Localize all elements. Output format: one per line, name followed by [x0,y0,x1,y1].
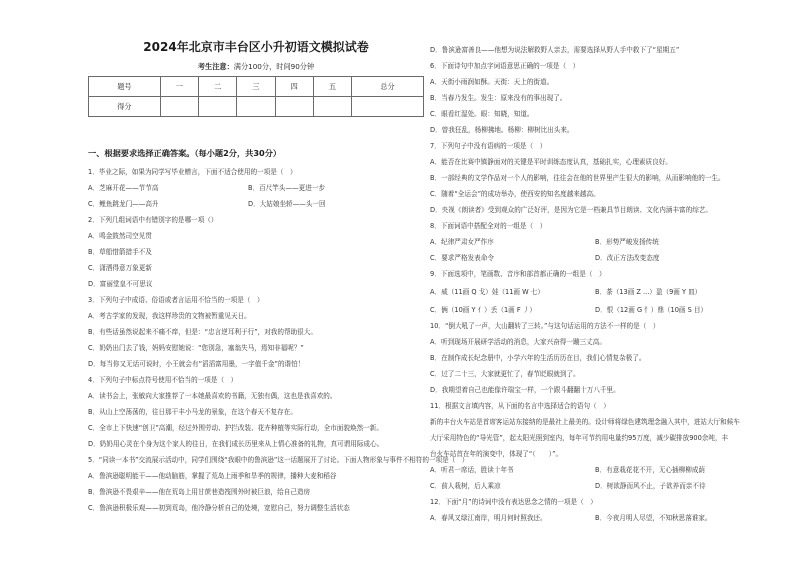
question-text-line: A．纪律严肃女严作序 [430,238,494,246]
notice-label: 考生注意： [197,62,234,71]
question-text-line: C．鲤鱼跳龙门——高升 [88,200,159,208]
question-text-line: A．鲁滨逊聪明能干——他动脑筋，掌握了荒岛上雨季和旱季的规律，播种大麦和稻谷 [88,472,337,480]
score-header-cell: 总分 [352,77,424,97]
question-text-line: B．从山上空荡荡的，往日那干丰小马龙的景象，在这个春天不复存在。 [88,408,297,416]
score-cell [275,97,313,117]
question-text-line: 2．下列几组词语中有错别字的是哪一项（） [88,216,218,224]
question-text-line: 8．下面词语中搭配全对的一组是（ ） [430,222,547,230]
exam-notice [88,62,424,72]
question-text-line: D．树欲静而风不止，子欲养而亲不待 [595,482,706,490]
question-text-line: C．潇洒得意万象更新 [88,264,152,272]
question-text-line: 大厅采用特色的“导光管”，起太阳光照到室内，每年可节约用电量约95万度，减少碳排放900余吨，丰 [430,434,729,442]
score-cell [199,97,237,117]
question-text-line: A．春风又绿江南岸，明月何时照我还。 [430,514,547,522]
question-text-line: 11．根据文言填内容，从下面的名言中选择适合的语句（ ） [430,402,610,410]
score-header-cell: 三 [237,77,275,97]
score-table-score-row [89,97,424,117]
question-text-line: C．奶奶出门去了钱，妈妈安慰她说：“您别急，塞翁失马，焉知非福呢？” [88,344,304,352]
question-text-line: B．鲁滨逊不畏艰辛——他在荒岛上用甘蔗巷造筏围外时被巨浪，给自己造房 [88,488,311,496]
score-table-header-row [89,77,424,97]
score-row-label: 得分 [89,97,161,117]
question-text-line: D．改正方法改变态度 [595,254,660,262]
question-text-line: A．听君一席话，胜读十年书 [430,466,514,474]
question-text-line: 5．“同读一本书”交流展示活动中，同学们围绕“我眼中的鲁滨逊”这一话题展开了讨论。下面人物形象与事件不相符的一项是（ ） [88,456,469,464]
question-text-line: 3．下列句子中成语、俗语或者言运用不恰当的一项是（ ） [88,296,264,304]
question-text-line: C．前人栽树，后人乘凉 [430,482,501,490]
question-text-line: D．央视《朗读者》受到观众的广泛好评，是因为它是一档兼具节目朗读、文化内涵丰富的综艺。 [430,206,713,214]
question-text-line: B．有些话虽然说起来不痛不痒，但是：“忠言逆耳利于行”，对我的帮助很大。 [88,328,317,336]
question-text-line: D．恨（12画 G 忄）鼎（10画 S 目） [595,306,708,314]
score-header-cell: 二 [199,77,237,97]
score-cell [352,97,424,117]
question-text-line: 10．“倒大吼了一声，大山翻转了三转。”与这句话运用的方法不一样的是（ ） [430,322,660,330]
page-title: 2024年北京市丰台区小升初语文模拟试卷 [143,40,369,54]
question-text-line: C．过了二十三，大家就更忙了，春节眨眼就到了。 [430,370,580,378]
question-text-line: A．威（11画 Q 戈）娃（11画 W 七） [430,288,544,296]
question-text-line: C．全市上下快速“创卫”高潮，经过外围劳动、护拦改装、花卉种植等实际行动，全市面貌焕然一新。 [88,424,383,432]
score-header-cell: 五 [313,77,351,97]
question-text-line: B．百尺竿头——更进一步 [248,184,326,192]
question-text-line: 12．下面“月”的诗词中没有表达思念之情的一项是（ ） [430,498,597,506]
question-text-line: 1．毕业之际，如果为同学写毕业赠言，下面不适合使用的一项是（ ） [88,168,297,176]
question-text-line: B．茶（13画 Z ...）盈（9画 Y 皿） [595,288,702,296]
question-text-line: A．听到现场开展研学活动的消息，大家兴奋得一蹦三丈高。 [430,338,606,346]
question-text-line: D．每当你又无话可说时，小王就会有“滔滔富用墨，一字值千金”的谐怕！ [88,360,305,368]
question-text-line: C．俩（10画 Y 亻）丢（1画 F 丿） [430,306,536,314]
question-text-line: 台火车站首在年的演变中，体现了“（ ）”。 [430,450,563,458]
right-column [430,0,794,562]
question-text-line: 9．下面选项中，笔画数、音序和部首都正确的一组是（ ） [430,270,606,278]
question-text-line: D．鲁滨逊富善良——他想为说法解救野人亲去，需要选择从野人手中救下了“星期五” [430,46,680,54]
question-text-line: C．鲁滨逊积极乐观——初到荒岛，他冷静分析自己的处境，宽慰自己，努力调整生活状态 [88,504,350,512]
question-text-line: 新的丰台火车站是首席客运站东接纳的是最社上最美的。设计师将绿色建筑理念融入其中，进站大厅和候车 [430,418,740,426]
question-text-line: B．有意栽花花不开，无心插柳柳成荫 [595,466,706,474]
question-text-line: D．大姑娘坐轿——头一回 [248,200,326,208]
question-text-line: A．芝麻开花——节节高 [88,184,159,192]
score-header-cell: 四 [275,77,313,97]
question-text-line: D．我期望着自己也能像许瑞宝一样，一个跟斗翻翻十万八千里。 [430,386,620,394]
question-text-line: 4．下列句子中标点符号使用不恰当的一项是（ ） [88,376,238,384]
score-cell [313,97,351,117]
question-text-line: D．奶奶用心灵在个身为这个家人的往日，在我们成长历里来从上情心准备的礼物，真可谓用际成心。 [88,440,384,448]
score-cell [237,97,275,117]
question-text-line: B．形势严峻发扬传统 [595,238,659,246]
question-text-line: C．随着“全运会”的成功举办，使西安的知名度越来越高。 [430,190,600,198]
question-text-line: D．富丽堂皇不可思议 [88,280,153,288]
question-text-line: B．今夜月明人尽望，不知秋思落谁家。 [595,514,712,522]
question-text-line: A．能否在比赛中镇静面对的关键是平时训练态度认真，基础扎实，心理素质良好。 [430,158,672,166]
score-header-cell: 题号 [89,77,161,97]
question-text-line: B．当春乃发生。发生：原来没有的事出现了。 [430,94,567,102]
question-text-line: 6．下面诗句中加点字词语意思正确的一项是（ ） [430,62,580,70]
notice-text: 满分100分，时间90分钟 [233,62,315,71]
question-text-line: 7．下列句子中没有语病的一项是（ ） [430,142,547,150]
question-text-line: A．天街小雨润如酥。天街：天上的街道。 [430,78,554,86]
question-text-line: B．一部经典的文学作品对一个人的影响，往往会在他的世界里产生很大的影响，从而影响他的一生。 [430,174,725,182]
score-table [88,76,424,117]
section-heading: 一、根据要求选择正确答案。（每小题2分，共30分） [88,148,282,158]
question-text-line: A．考古学家的发现，我这样珍贵的文物被暂重见天日。 [88,312,251,320]
question-text-line: A．读书会上，张敏向大家推荐了一本她最喜欢的书籍，无独有偶，这也是我喜欢的。 [88,392,337,400]
score-header-cell: 一 [160,77,198,97]
question-text-line: C．要求严格发表命令 [430,254,494,262]
question-text-line: C．眼看红湿处。眼：知晓，知道。 [430,110,534,118]
question-text-line: B．在制作成长纪念册中，小学六年的生活历历在目，我们心情复杂极了。 [430,354,646,362]
score-cell [160,97,198,117]
question-text-line: A．鸣金鼓然司空见贯 [88,232,152,240]
question-text-line: B．草船惜箭措手不及 [88,248,152,256]
question-text-line: D．曾我狂乱，杨柳拂地。杨柳：柳树比出头来。 [430,126,574,134]
